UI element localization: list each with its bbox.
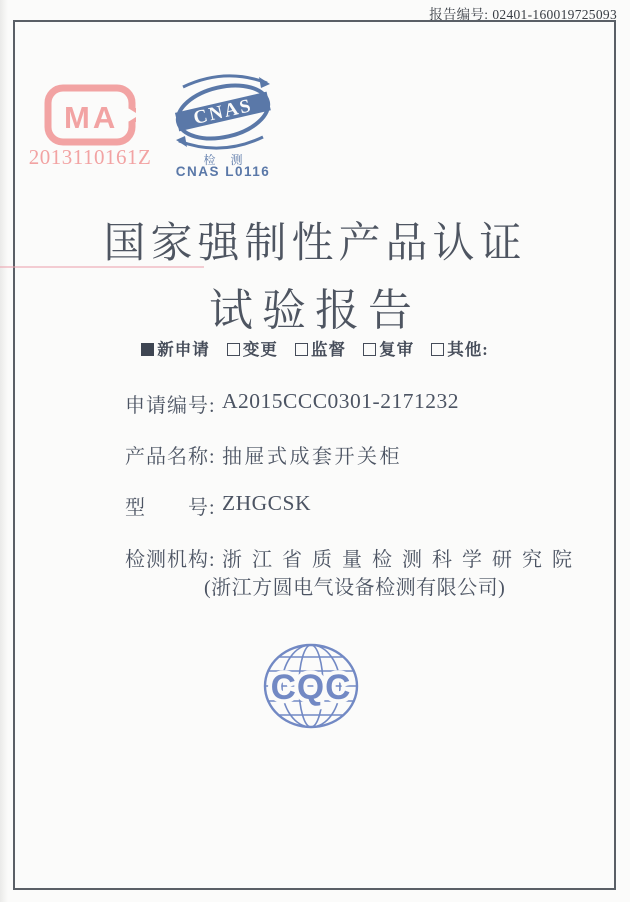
option-change xyxy=(227,340,278,359)
option-other xyxy=(431,340,489,359)
checkbox-unchecked-icon xyxy=(227,343,240,356)
model-label: 型 号: xyxy=(125,497,216,519)
cma-license-number: 2013110161Z xyxy=(28,145,152,169)
option-label: 复审 xyxy=(379,340,415,359)
option-label: 新申请 xyxy=(157,340,210,359)
application-no-value: A2015CCC0301-2171232 xyxy=(222,389,459,413)
checkbox-unchecked-icon xyxy=(431,343,444,356)
test-org-label: 检测机构: xyxy=(125,549,216,571)
report-number-label: 报告编号: xyxy=(429,7,489,22)
cnas-accreditation-icon xyxy=(167,74,279,152)
option-label: 其他: xyxy=(447,340,489,359)
checkbox-unchecked-icon xyxy=(295,343,308,356)
option-supervision xyxy=(295,340,346,359)
option-label: 变更 xyxy=(242,340,278,359)
test-org-value-line2: (浙江方圆电气设备检测有限公司) xyxy=(204,577,506,599)
application-type-row xyxy=(0,336,630,360)
cma-letters: MA xyxy=(64,100,119,135)
document-title-line1: 国家强制性产品认证 xyxy=(103,221,527,267)
cma-accreditation-icon xyxy=(44,84,136,146)
option-new-application xyxy=(141,340,210,359)
option-review xyxy=(363,340,414,359)
cnas-accreditation-code: CNAS L0116 xyxy=(175,164,271,179)
report-number-value: 02401-160019725093 xyxy=(492,7,617,22)
checkbox-unchecked-icon xyxy=(363,343,376,356)
product-name-value: 抽屉式成套开关柜 xyxy=(222,446,402,468)
cnas-caption-cn: 检 测 xyxy=(203,153,249,167)
application-no-label: 申请编号: xyxy=(125,395,216,417)
cqc-letters: CQC xyxy=(270,668,352,707)
option-label: 监督 xyxy=(311,340,346,359)
cnas-letters: CNAS xyxy=(191,95,255,129)
model-value: ZHGCSK xyxy=(222,491,312,515)
cqc-certification-icon xyxy=(262,641,360,731)
test-org-value: 浙江省质量检测科学研究院 xyxy=(222,549,582,571)
checkbox-checked-icon xyxy=(141,343,154,356)
product-name-label: 产品名称: xyxy=(125,446,216,468)
document-title-line2: 试验报告 xyxy=(209,286,421,335)
